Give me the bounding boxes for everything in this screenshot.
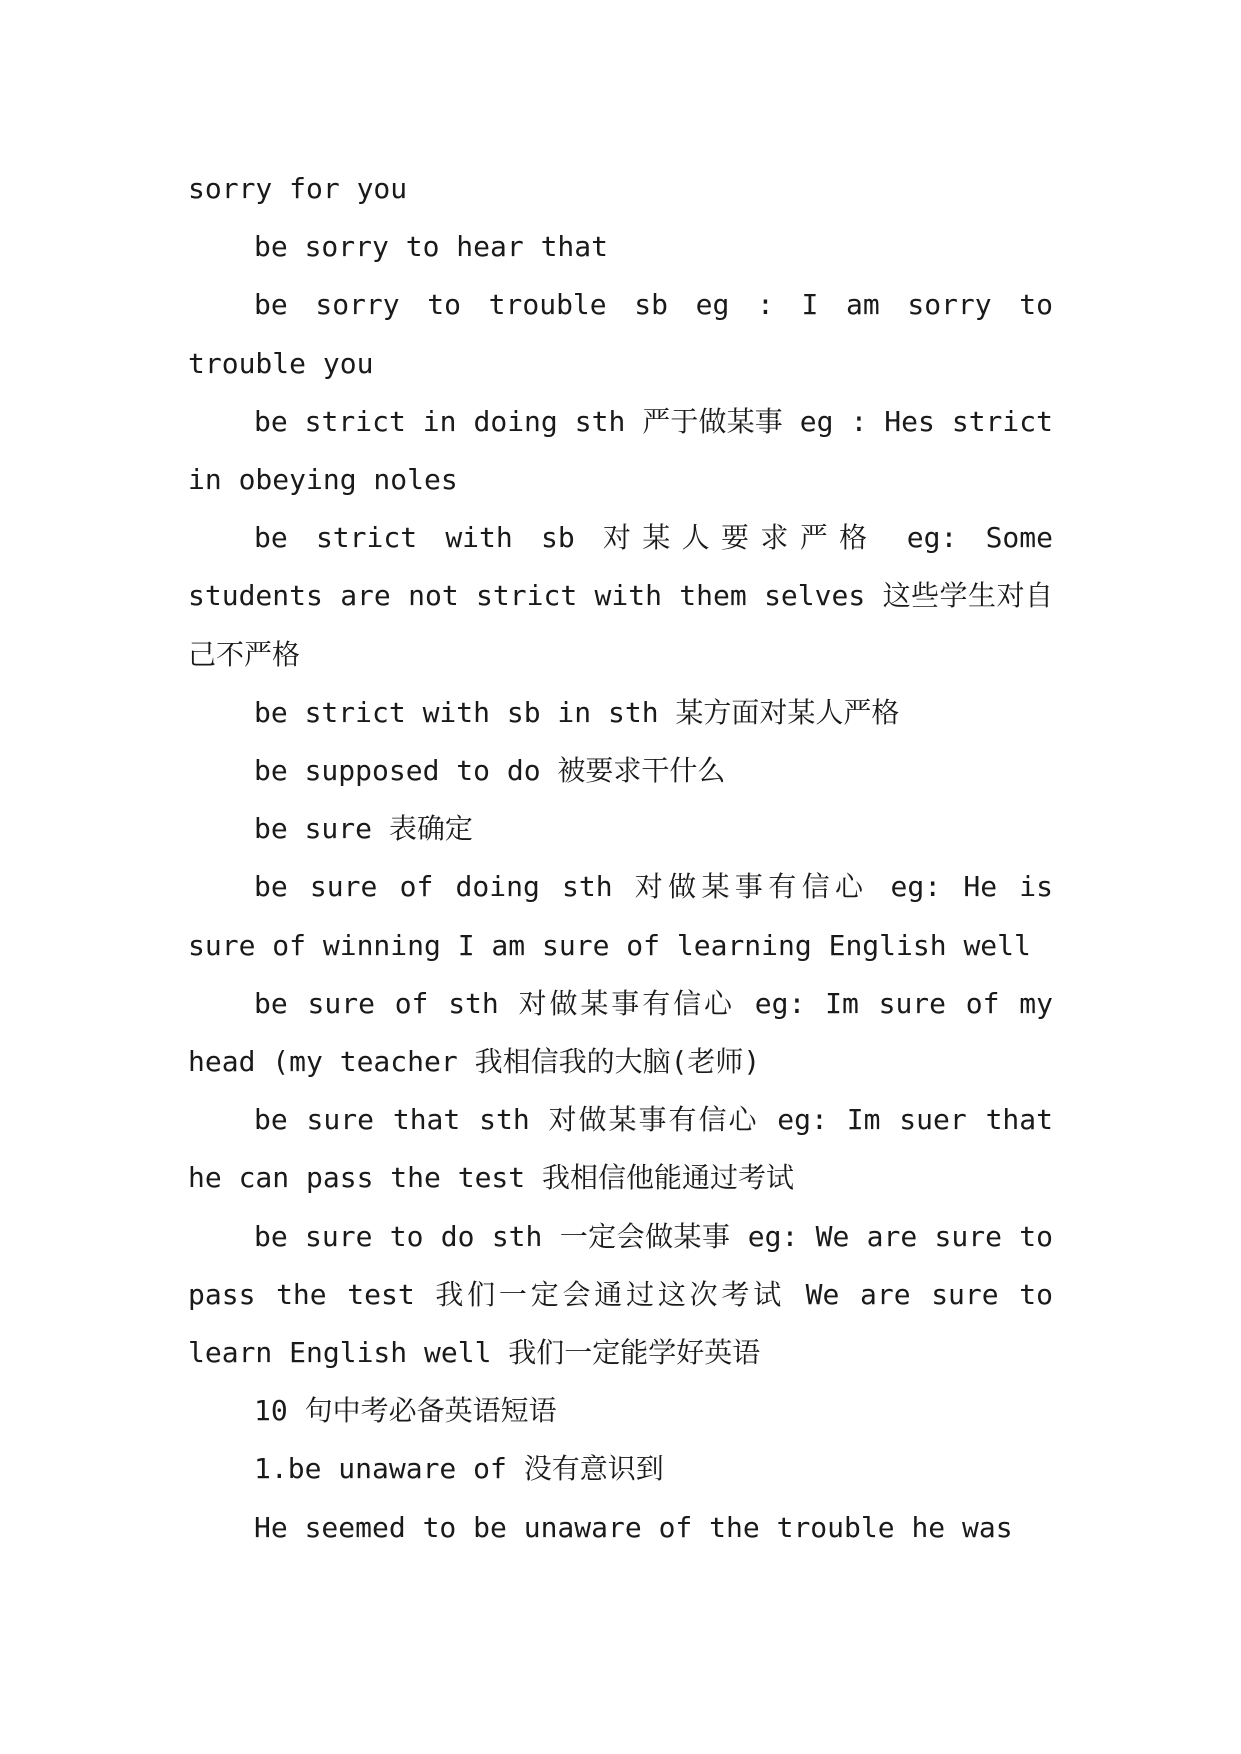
paragraph-2: be sorry to hear that: [254, 230, 609, 264]
document-body: [188, 160, 1053, 1557]
section-heading: 10 句中考必备英语短语: [254, 1394, 557, 1428]
paragraph-11: be sure that sth 对做某事有信心 eg: Im suer that he can pass the test 我相信他能通过考试: [188, 1103, 1053, 1195]
paragraph-4: be strict in doing sth 严于做某事 eg : Hes strict in obeying noles: [188, 404, 1053, 497]
paragraph-1: sorry for you: [188, 172, 408, 205]
paragraph-12: be sure to do sth 一定会做某事 eg: We are sure to pass the test 我们一定会通过这次考试 We are sure to learn English well 我们一定能学好英语: [188, 1219, 1053, 1370]
paragraph-7: be supposed to do 被要求干什么: [254, 754, 726, 788]
paragraph-10: be sure of sth 对做某事有信心 eg: Im sure of my head (my teacher 我相信我的大脑(老师): [188, 986, 1053, 1079]
paragraph-9: be sure of doing sth 对做某事有信心 eg: He is sure of winning I am sure of learning English well: [188, 870, 1053, 962]
paragraph-6: be strict with sb in sth 某方面对某人严格: [254, 695, 900, 729]
phrase-item-1: 1.be unaware of 没有意识到: [254, 1452, 664, 1486]
example-sentence: He seemed to be unaware of the trouble he was: [254, 1510, 1013, 1544]
paragraph-3: be sorry to trouble sb eg : I am sorry to trouble you: [188, 288, 1053, 380]
paragraph-5: be strict with sb 对某人要求严格 eg: Some students are not strict with them selves 这些学生对自己不严格: [188, 521, 1053, 671]
paragraph-8: be sure 表确定: [254, 812, 473, 846]
